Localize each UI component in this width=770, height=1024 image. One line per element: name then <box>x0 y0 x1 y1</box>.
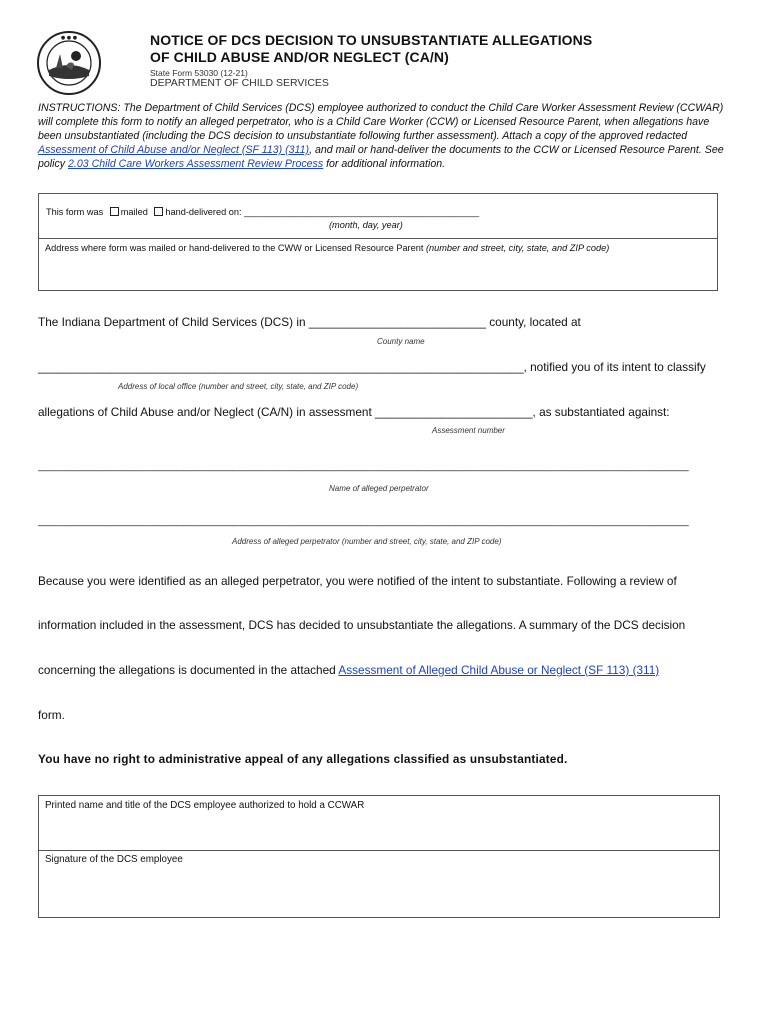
delivery-address-field[interactable] <box>43 256 713 286</box>
office-sentence <box>38 360 706 374</box>
svg-text:● ● ●: ● ● ● <box>60 35 78 41</box>
perpetrator-name-caption: Name of alleged perpetrator <box>329 484 429 493</box>
instructions-text-1: INSTRUCTIONS: The Department of Child Services (DCS) employee authorized to conduct the Child Care Worker Assessment Review (CCWAR) will complete this form to notify an alleged perpetrator, who is a Child Care Worker (CCW) or Licensed Resource Parent, when allegations have been unsubstantiated (including the DCS decision to unsubstantiate following further assessment). Attach a copy of the approved redacted <box>38 102 724 142</box>
title-line-2: OF CHILD ABUSE AND/OR NEGLECT (CA/N) <box>150 49 449 65</box>
county-name-field[interactable]: ___________________________ <box>308 315 486 329</box>
assessment-pre: allegations of Child Abuse and/or Neglect (CA/N) in assessment <box>38 405 372 419</box>
county-post: county, located at <box>489 315 581 329</box>
printed-name-label: Printed name and title of the DCS employee authorized to hold a CCWAR <box>45 800 365 811</box>
address-label-note: (number and street, city, state, and ZIP code) <box>425 243 610 253</box>
perpetrator-address-caption: Address of alleged perpetrator (number and street, city, state, and ZIP code) <box>232 537 502 546</box>
assessment-post: , as substantiated against: <box>532 405 670 419</box>
decision-paragraph-line-3-text: concerning the allegations is documented in the attached <box>38 663 339 677</box>
signature-label: Signature of the DCS employee <box>45 854 183 865</box>
signature-box <box>38 795 720 918</box>
date-caption: (month, day, year) <box>329 220 403 230</box>
county-pre: The Indiana Department of Child Services (DCS) in <box>38 315 306 329</box>
instructions-text-2: , and mail or hand-deliver the documents to the CCW or Licensed Resource Parent. See policy <box>38 144 724 170</box>
decision-paragraph-line-4: form. <box>38 708 65 722</box>
office-address-field[interactable]: __________________________________________________________________________ <box>38 360 524 374</box>
perpetrator-name-field[interactable]: _____________________________________________________________________________________________________________________ <box>38 461 689 472</box>
title-line-1: NOTICE OF DCS DECISION TO UNSUBSTANTIATE ALLEGATIONS <box>150 32 593 48</box>
instructions <box>38 101 728 171</box>
address-label-text: Address where form was mailed or hand-delivered to the CWW or Licensed Resource Parent <box>45 243 424 253</box>
instructions-text-3: for additional information. <box>323 158 446 170</box>
link-policy-2-03[interactable]: 2.03 Child Care Workers Assessment Review Process <box>68 158 324 170</box>
delivery-date-field[interactable]: ______________________________________________ <box>244 207 480 217</box>
form-number: State Form 53030 (12-21) <box>150 68 248 78</box>
link-assessment-sf113[interactable]: Assessment of Child Abuse and/or Neglect (SF 113) (311) <box>38 144 310 156</box>
address-label <box>45 243 609 253</box>
office-post: , notified you of its intent to classify <box>523 360 706 374</box>
appeal-notice: You have no right to administrative appeal of any allegations classified as unsubstantiated. <box>38 752 568 766</box>
department-name: DEPARTMENT OF CHILD SERVICES <box>150 77 329 89</box>
signature-field[interactable] <box>43 872 715 910</box>
hand-delivered-label: hand-delivered on: <box>165 207 242 217</box>
mailed-label: mailed <box>120 207 148 217</box>
hand-delivered-checkbox[interactable] <box>154 207 163 216</box>
link-assessment-sf113-body[interactable]: Assessment of Alleged Child Abuse or Neglect (SF 113) (311) <box>338 663 660 677</box>
delivery-method-row <box>39 194 717 239</box>
county-sentence <box>38 315 581 329</box>
decision-paragraph-line-3 <box>38 663 659 677</box>
printed-name-cell <box>39 796 719 851</box>
assessment-sentence <box>38 405 670 419</box>
delivery-method-line <box>46 207 479 217</box>
assessment-number-field[interactable]: ________________________ <box>375 405 533 419</box>
decision-paragraph-line-1: Because you were identified as an alleged perpetrator, you were notified of the intent to substantiate. Following a review of <box>38 574 677 588</box>
assessment-caption: Assessment number <box>432 426 505 435</box>
decision-paragraph-line-2: information included in the assessment, DCS has decided to unsubstantiate the allegations. A summary of the DCS decision <box>38 618 686 632</box>
indiana-state-seal-icon <box>36 30 102 96</box>
perpetrator-address-field[interactable]: _____________________________________________________________________________________________________________________ <box>38 516 689 527</box>
delivery-prefix: This form was <box>46 207 104 217</box>
delivery-box <box>38 193 718 291</box>
mailed-checkbox[interactable] <box>110 207 119 216</box>
printed-name-field[interactable] <box>43 825 715 847</box>
form-title <box>150 32 592 66</box>
county-caption: County name <box>377 337 425 346</box>
office-caption: Address of local office (number and street, city, state, and ZIP code) <box>118 382 359 391</box>
